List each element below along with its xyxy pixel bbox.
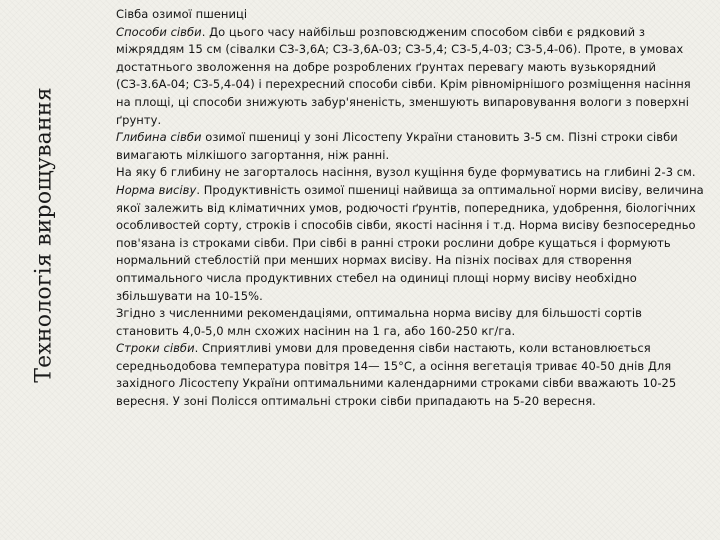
paragraph-sowing-depth <box>116 129 708 164</box>
paragraph-recommendations: Згідно з численними рекомендаціями, оптимальна норма висіву для більшості сортів становить 4,0-5,0 млн схожих насінин на 1 га, або 160-250 кг/га. <box>116 306 642 338</box>
term-sowing-depth: Глибина сівби <box>116 130 202 145</box>
sidebar-title: Технологія вирощування <box>31 87 57 383</box>
term-sowing-dates: Строки сівби <box>116 341 195 356</box>
text-sowing-dates: . Сприятливі умови для проведення сівби настають, коли встановлюється середньодобова температура повітря 14— 15°С, а осіння вегетація триває 40-50 днів Для західного Лісостепу України оптимальними календарними строками сівби вважають 10-25 вересня. У зоні Полісся оптимальні строки сівби припадають на 5-20 вересня. <box>116 341 677 409</box>
text-seeding-rate: . Продуктивність озимої пшениці найвища за оптимальної норми висіву, величина якої залежить від кліматичних умов, родючості ґрунтів, попередника, удобрення, біологічних особливостей сорту, строків і способів сівби, якості насіння і т.д. Норма висіву безпосередньо пов'язана із строками сівби. При сівбі в ранні строки рослини добре кущаться і формують нормальний стеблостій при менших нормах висіву. На пізніх посівах для створення оптимального числа продуктивних стебел на одиниці площі норму висіву необхідно збільшувати на 10-15%. <box>116 182 704 303</box>
paragraph-seeding-rate <box>116 182 708 305</box>
text-sowing-methods: . До цього часу найбільш розповсюдженим способом сівби є рядковий з міжряддям 15 см (сівалки СЗ-3,6А; СЗ-3,6А-03; СЗ-5,4; СЗ-5,4-03; СЗ-5,4-06). Проте, в умовах достатнього зволоження на добре розроблених ґрунтах перевагу мають вузькорядний (СЗ-3.6А-04; СЗ-5,4-04) і перехресний способи сівби. Крім рівномірнішого розміщення насіння на площі, ці способи знижують забур'яненість, зменшують випаровування вологи з поверхні ґрунту. <box>116 24 691 127</box>
sidebar <box>0 0 92 540</box>
text-sowing-depth: озимої пшениці у зоні Лісостепу України становить 3-5 см. Пізні строки сівби вимагають мілкішого загортання, ніж ранні. <box>116 130 678 162</box>
article-heading: Сівба озимої пшениці <box>116 7 248 21</box>
paragraph-sowing-methods <box>116 24 708 130</box>
paragraph-sowing-dates <box>116 340 708 410</box>
term-seeding-rate: Норма висіву <box>116 182 197 197</box>
paragraph-tillering-node: На яку б глибину не загорталось насіння, вузол кущіння буде формуватись на глибині 2-3 см. <box>116 165 696 180</box>
article-body <box>116 6 708 411</box>
term-sowing-methods: Способи сівби <box>116 24 202 39</box>
